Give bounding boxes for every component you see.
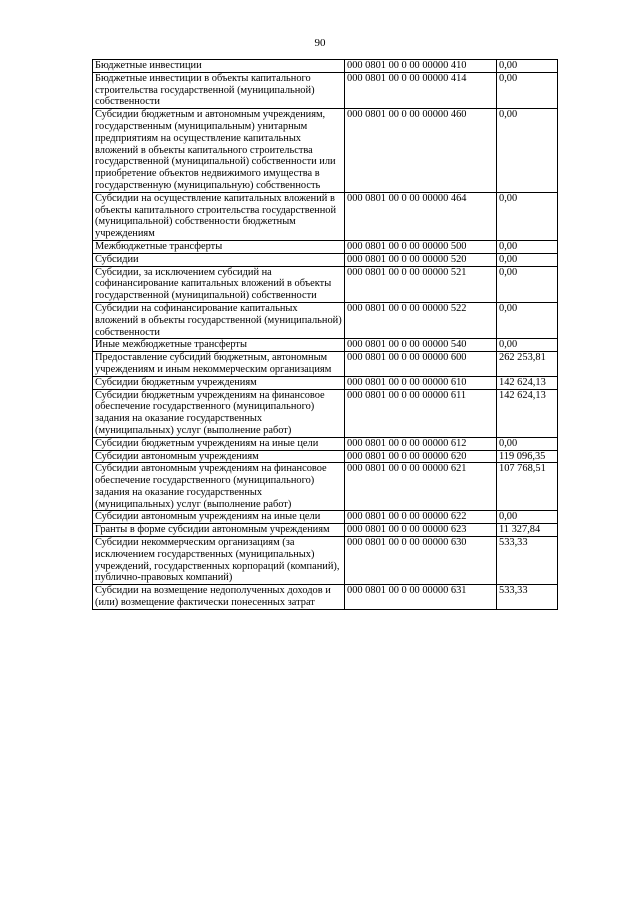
table-row [93, 537, 558, 585]
row-code-cell: 000 0801 00 0 00 00000 521 [345, 266, 497, 302]
row-code-cell: 000 0801 00 0 00 00000 414 [345, 72, 497, 108]
row-name-cell: Субсидии автономным учреждениям [93, 450, 345, 463]
row-name-cell: Субсидии [93, 253, 345, 266]
table-row [93, 437, 558, 450]
table-row [93, 511, 558, 524]
row-amount-cell: 0,00 [497, 511, 558, 524]
row-amount-cell: 0,00 [497, 109, 558, 193]
row-name-cell: Субсидии бюджетным учреждениям [93, 376, 345, 389]
table-row [93, 253, 558, 266]
row-amount-cell: 0,00 [497, 437, 558, 450]
table-row [93, 585, 558, 610]
row-name-cell: Иные межбюджетные трансферты [93, 339, 345, 352]
row-code-cell: 000 0801 00 0 00 00000 464 [345, 192, 497, 240]
row-code-cell: 000 0801 00 0 00 00000 611 [345, 389, 497, 437]
row-amount-cell: 119 096,35 [497, 450, 558, 463]
row-amount-cell: 0,00 [497, 302, 558, 338]
table-row [93, 389, 558, 437]
row-name-cell: Субсидии бюджетным и автономным учреждениям, государственным (муниципальным) унитарным предприятиям на осуществление капитальных вложений в объекты капитального строительства государственной (муниципальной) собственности или приобретение объектов недвижимого имущества в государственную (муниципальную) собственность [93, 109, 345, 193]
row-amount-cell: 533,33 [497, 585, 558, 610]
row-code-cell: 000 0801 00 0 00 00000 612 [345, 437, 497, 450]
table-row [93, 240, 558, 253]
table-row [93, 109, 558, 193]
row-amount-cell: 107 768,51 [497, 463, 558, 511]
table-row [93, 60, 558, 73]
row-amount-cell: 0,00 [497, 266, 558, 302]
row-amount-cell: 0,00 [497, 192, 558, 240]
row-code-cell: 000 0801 00 0 00 00000 620 [345, 450, 497, 463]
row-amount-cell: 262 253,81 [497, 352, 558, 377]
row-code-cell: 000 0801 00 0 00 00000 600 [345, 352, 497, 377]
row-name-cell: Бюджетные инвестиции [93, 60, 345, 73]
row-amount-cell: 0,00 [497, 253, 558, 266]
row-code-cell: 000 0801 00 0 00 00000 630 [345, 537, 497, 585]
table-row [93, 192, 558, 240]
row-code-cell: 000 0801 00 0 00 00000 540 [345, 339, 497, 352]
table-row [93, 450, 558, 463]
table-row [93, 463, 558, 511]
row-code-cell: 000 0801 00 0 00 00000 631 [345, 585, 497, 610]
row-name-cell: Предоставление субсидий бюджетным, автономным учреждениям и иным некоммерческим организациям [93, 352, 345, 377]
row-amount-cell: 0,00 [497, 339, 558, 352]
row-name-cell: Субсидии на осуществление капитальных вложений в объекты капитального строительства государственной (муниципальной) собственности бюджетным учреждениям [93, 192, 345, 240]
row-name-cell: Субсидии автономным учреждениям на иные цели [93, 511, 345, 524]
row-code-cell: 000 0801 00 0 00 00000 610 [345, 376, 497, 389]
budget-table [92, 59, 558, 610]
row-amount-cell: 0,00 [497, 240, 558, 253]
row-name-cell: Субсидии бюджетным учреждениям на иные цели [93, 437, 345, 450]
row-amount-cell: 11 327,84 [497, 524, 558, 537]
row-code-cell: 000 0801 00 0 00 00000 623 [345, 524, 497, 537]
table-row [93, 524, 558, 537]
row-name-cell: Субсидии бюджетным учреждениям на финансовое обеспечение государственного (муниципального) задания на оказание государственных (муниципальных) услуг (выполнение работ) [93, 389, 345, 437]
row-code-cell: 000 0801 00 0 00 00000 410 [345, 60, 497, 73]
table-row [93, 266, 558, 302]
row-code-cell: 000 0801 00 0 00 00000 500 [345, 240, 497, 253]
row-name-cell: Субсидии на возмещение недополученных доходов и (или) возмещение фактически понесенных затрат [93, 585, 345, 610]
row-name-cell: Гранты в форме субсидии автономным учреждениям [93, 524, 345, 537]
row-amount-cell: 533,33 [497, 537, 558, 585]
row-amount-cell: 142 624,13 [497, 389, 558, 437]
row-name-cell: Субсидии, за исключением субсидий на софинансирование капитальных вложений в объекты государственной (муниципальной) собственности [93, 266, 345, 302]
table-row [93, 339, 558, 352]
row-code-cell: 000 0801 00 0 00 00000 460 [345, 109, 497, 193]
row-amount-cell: 142 624,13 [497, 376, 558, 389]
row-name-cell: Субсидии некоммерческим организациям (за исключением государственных (муниципальных) учреждений, государственных корпораций (компаний), публично-правовых компаний) [93, 537, 345, 585]
table-row [93, 72, 558, 108]
row-code-cell: 000 0801 00 0 00 00000 520 [345, 253, 497, 266]
row-code-cell: 000 0801 00 0 00 00000 622 [345, 511, 497, 524]
row-name-cell: Субсидии на софинансирование капитальных вложений в объекты государственной (муниципальной) собственности [93, 302, 345, 338]
row-amount-cell: 0,00 [497, 72, 558, 108]
table-row [93, 302, 558, 338]
row-amount-cell: 0,00 [497, 60, 558, 73]
row-code-cell: 000 0801 00 0 00 00000 522 [345, 302, 497, 338]
page-number: 90 [314, 37, 326, 49]
row-name-cell: Бюджетные инвестиции в объекты капитального строительства государственной (муниципальной) собственности [93, 72, 345, 108]
table-row [93, 352, 558, 377]
table-row [93, 376, 558, 389]
row-name-cell: Межбюджетные трансферты [93, 240, 345, 253]
row-name-cell: Субсидии автономным учреждениям на финансовое обеспечение государственного (муниципального) задания на оказание государственных (муниципальных) услуг (выполнение работ) [93, 463, 345, 511]
row-code-cell: 000 0801 00 0 00 00000 621 [345, 463, 497, 511]
